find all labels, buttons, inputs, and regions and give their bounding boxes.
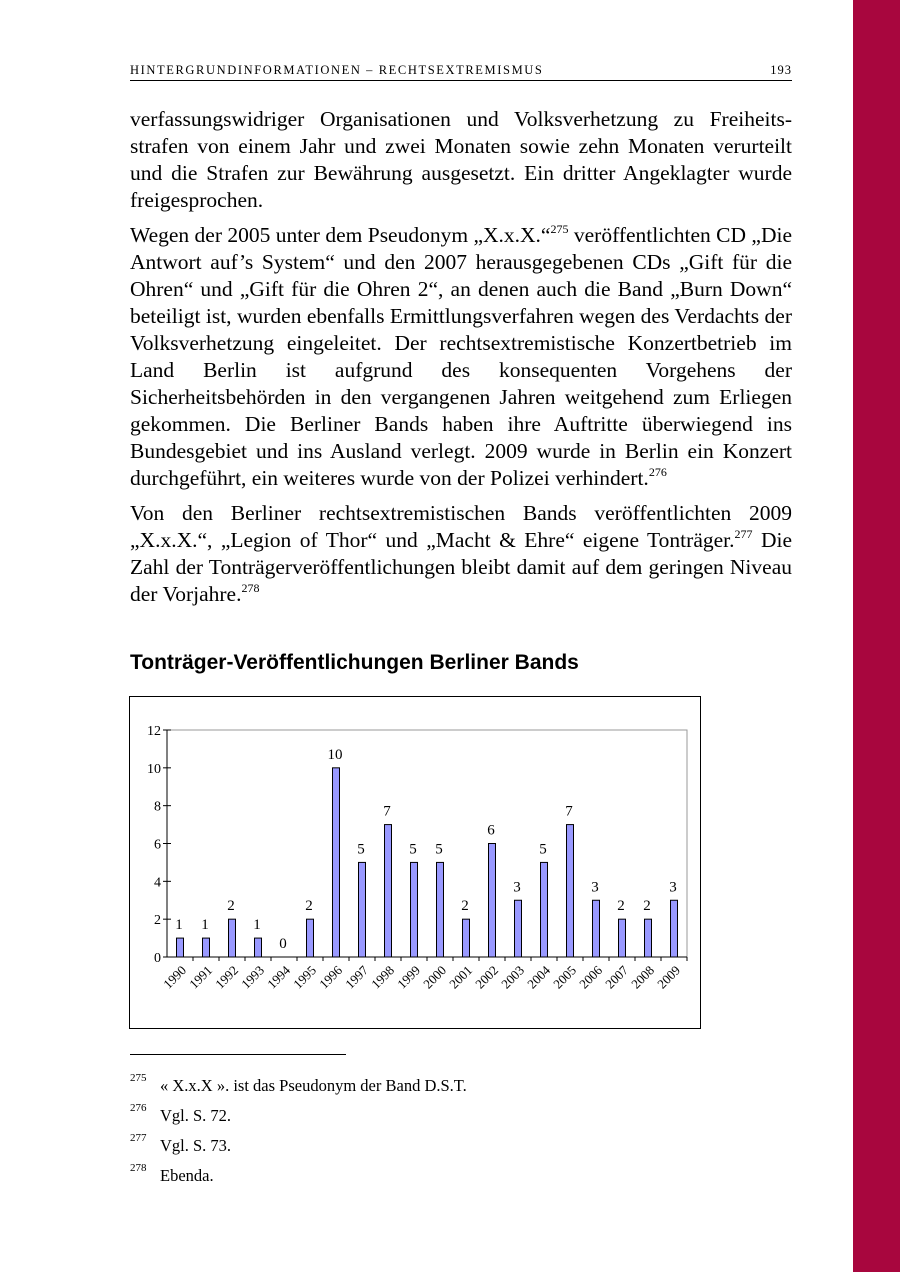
x-tick-label: 2001 xyxy=(446,962,476,992)
x-tick-label: 1995 xyxy=(290,962,320,992)
bar xyxy=(437,862,444,957)
x-tick-label: 1993 xyxy=(238,962,268,992)
data-label: 5 xyxy=(409,841,417,858)
bar xyxy=(489,844,496,958)
y-tick-label: 8 xyxy=(154,799,161,815)
x-tick-label: 1996 xyxy=(316,962,346,992)
page-number: 193 xyxy=(770,63,792,77)
x-tick-label: 1991 xyxy=(186,962,216,992)
data-label: 2 xyxy=(617,898,625,915)
bar xyxy=(229,919,236,957)
x-tick-label: 2008 xyxy=(628,962,658,992)
paragraph-2-text-a: Wegen der 2005 unter dem Pseudonym „X.x.X.“ xyxy=(130,223,551,247)
bar xyxy=(307,919,314,957)
paragraph-3-text-b: Die Zahl der Tonträgerveröffentlichungen bleibt damit auf dem geringen Niveau der Vorjahre. xyxy=(130,528,792,606)
data-label: 7 xyxy=(383,803,391,820)
footnote-text: Vgl. S. 73. xyxy=(160,1136,232,1155)
bar xyxy=(515,900,522,957)
footnote-number: 277 xyxy=(130,1132,147,1144)
paragraph-3 xyxy=(130,500,792,608)
data-label: 6 xyxy=(487,822,495,839)
footnote-number: 276 xyxy=(130,1102,147,1114)
footnote-divider xyxy=(130,1054,346,1055)
x-tick-label: 1990 xyxy=(160,962,190,992)
paragraph-1-text: verfassungswidriger Organisationen und Volksverhetzung zu Freiheitsstrafen von einem Jahr und zwei Monaten sowie zehn Monaten verurteilt und die Strafen zur Bewährung ausgesetzt. Ein dritter Angeklagter wurde freigesprochen. xyxy=(130,107,792,212)
x-tick-label: 2006 xyxy=(576,962,606,992)
y-tick-label: 12 xyxy=(147,724,161,739)
x-tick-label: 2000 xyxy=(420,962,450,992)
bar xyxy=(411,862,418,957)
x-tick-label: 2005 xyxy=(550,962,580,992)
x-tick-label: 2007 xyxy=(602,962,632,992)
bar xyxy=(619,919,626,957)
bar-chart-svg xyxy=(130,697,700,1028)
bar xyxy=(593,900,600,957)
data-label: 10 xyxy=(327,746,343,763)
footnote-278 xyxy=(130,1162,792,1192)
footnote-276 xyxy=(130,1102,792,1132)
footnote-ref-277[interactable]: 277 xyxy=(734,527,753,541)
y-tick-label: 4 xyxy=(154,875,161,891)
y-tick-label: 10 xyxy=(147,761,161,777)
data-label: 3 xyxy=(669,879,677,896)
bar xyxy=(333,768,340,957)
x-tick-label: 1998 xyxy=(368,962,398,992)
x-tick-label: 1999 xyxy=(394,962,424,992)
data-label: 2 xyxy=(461,898,469,915)
footnotes xyxy=(130,1072,792,1192)
data-label: 5 xyxy=(357,841,365,858)
data-label: 5 xyxy=(539,841,547,858)
data-label: 1 xyxy=(175,917,183,934)
footnote-text: « X.x.X ». ist das Pseudonym der Band D.S.T. xyxy=(160,1076,467,1095)
paragraph-2-text-b: veröffentlichten CD „Die Antwort auf’s System“ und den 2007 herausgegebenen CDs „Gift für die Ohren“ und „Gift für die Ohren 2“, an denen auch die Band „Burn Down“ beteiligt ist, wurden ebenfalls Ermittlungsverfahren wegen des Verdachts der Volksverhetzung eingeleitet. Der rechtsextremistische Konzertbetrieb im Land Berlin ist aufgrund des konsequenten Vorgehens der Sicherheitsbehörden in den vergangenen Jahren weitgehend zum Erliegen gekommen. Die Berliner Bands haben ihre Auftritte überwiegend ins Bundesgebiet und ins Ausland verlegt. 2009 wurde in Berlin ein Konzert durchgeführt, ein weiteres wurde von der Polizei verhindert. xyxy=(130,223,793,490)
x-tick-label: 1997 xyxy=(342,962,372,992)
bar xyxy=(541,862,548,957)
data-label: 2 xyxy=(305,898,313,915)
body-text xyxy=(130,106,792,616)
data-label: 0 xyxy=(279,936,287,952)
x-tick-label: 1992 xyxy=(212,962,242,992)
paragraph-1 xyxy=(130,106,792,214)
footnote-ref-278[interactable]: 278 xyxy=(241,581,260,595)
bar xyxy=(385,825,392,957)
bar xyxy=(645,919,652,957)
footnote-ref-275[interactable]: 275 xyxy=(550,222,569,236)
x-tick-label: 1994 xyxy=(264,962,294,992)
footnote-text: Ebenda. xyxy=(160,1166,214,1185)
bar xyxy=(359,862,366,957)
footnote-ref-276[interactable]: 276 xyxy=(648,465,667,479)
running-header xyxy=(130,63,792,81)
footnote-text: Vgl. S. 72. xyxy=(160,1106,232,1125)
bar xyxy=(255,938,262,957)
x-tick-label: 2004 xyxy=(524,962,554,992)
footnote-275 xyxy=(130,1072,792,1102)
chart-title: Tonträger-Veröffentlichungen Berliner Bands xyxy=(130,651,579,674)
bar xyxy=(203,938,210,957)
data-label: 7 xyxy=(565,803,573,820)
paragraph-2 xyxy=(130,222,792,492)
data-label: 5 xyxy=(435,841,443,858)
y-tick-label: 2 xyxy=(154,913,161,929)
footnote-277 xyxy=(130,1132,792,1162)
header-title: HINTERGRUNDINFORMATIONEN – RECHTSEXTREMISMUS xyxy=(130,63,544,77)
x-tick-label: 2002 xyxy=(472,962,502,992)
x-tick-label: 2009 xyxy=(654,962,684,992)
footnote-number: 278 xyxy=(130,1162,147,1174)
y-tick-label: 0 xyxy=(154,951,161,966)
footnote-number: 275 xyxy=(130,1072,147,1084)
bar xyxy=(567,825,574,957)
data-label: 1 xyxy=(201,917,209,934)
bar xyxy=(463,919,470,957)
data-label: 2 xyxy=(643,898,651,915)
x-tick-label: 2003 xyxy=(498,962,528,992)
bar xyxy=(177,938,184,957)
data-label: 1 xyxy=(253,917,261,934)
plot-area xyxy=(167,730,687,957)
data-label: 2 xyxy=(227,898,235,915)
bar xyxy=(671,900,678,957)
y-tick-label: 6 xyxy=(154,837,161,853)
data-label: 3 xyxy=(591,879,599,896)
paragraph-3-text-a: Von den Berliner rechtsextremistischen Bands veröffentlichten 2009 „X.x.X.“, „Legion of Thor“ und „Macht & Ehre“ eigene Tonträger. xyxy=(130,501,792,552)
bar-chart xyxy=(129,696,701,1029)
page-edge-color-bar xyxy=(853,0,900,1272)
data-label: 3 xyxy=(513,879,521,896)
